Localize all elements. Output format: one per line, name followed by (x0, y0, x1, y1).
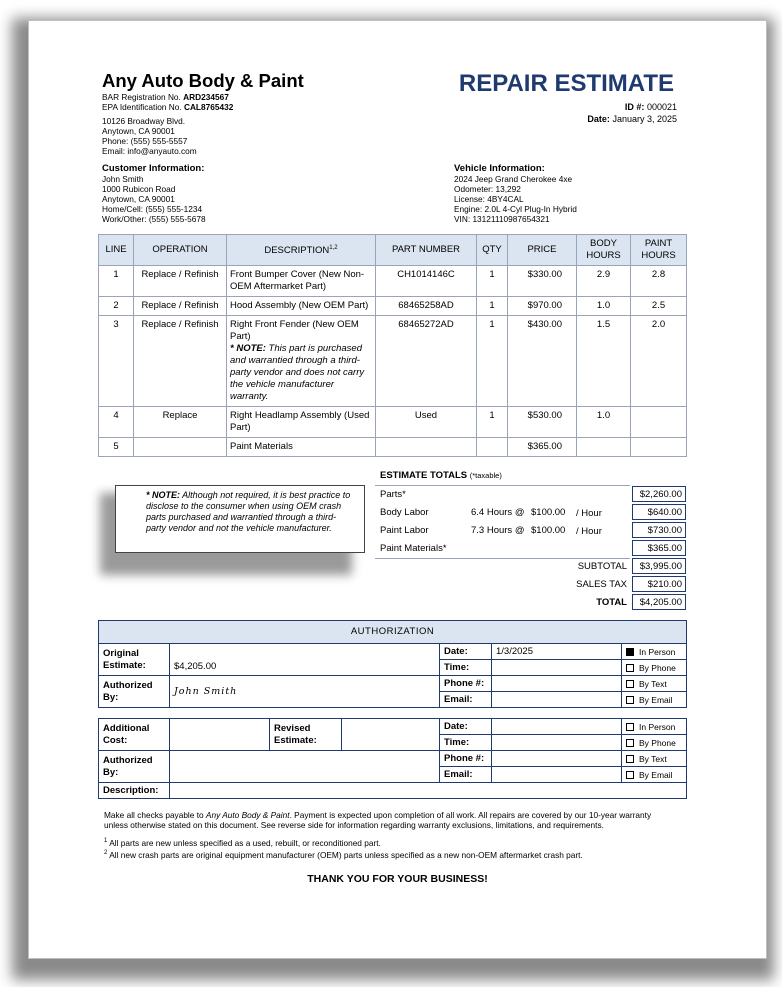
authorized-by-label: Authorized By: (99, 676, 170, 708)
vehicle-line: VIN: 13121110987654321 (454, 214, 550, 224)
totals-title-text: ESTIMATE TOTALS (380, 470, 468, 481)
phone-label: Phone #: (440, 676, 492, 692)
col-price: PRICE (508, 235, 577, 266)
body-labor-hours: 6.4 Hours @ (471, 507, 525, 518)
cell-description-text: Right Front Fender (New OEM Part) (230, 319, 359, 342)
email-field[interactable] (492, 767, 622, 783)
checkbox-icon[interactable] (626, 664, 634, 672)
business-name: Any Auto Body & Paint (102, 70, 304, 91)
cell-line: 1 (99, 266, 134, 297)
cell-body-hours: 1.0 (577, 297, 631, 316)
cell-paint-hours (631, 407, 687, 438)
option-label: In Person (639, 646, 676, 657)
option-by-email[interactable] (622, 767, 687, 783)
cell-qty (477, 438, 508, 457)
option-in-person[interactable] (622, 644, 687, 660)
cell-price: $970.00 (508, 297, 577, 316)
cell-part-number (376, 438, 477, 457)
cell-price: $365.00 (508, 438, 577, 457)
option-label: By Phone (639, 737, 676, 748)
part-note-label: * NOTE: (230, 343, 266, 354)
cell-body-hours: 1.0 (577, 407, 631, 438)
total-amount: $4,205.00 (632, 594, 686, 610)
option-by-text[interactable] (622, 751, 687, 767)
cell-price: $530.00 (508, 407, 577, 438)
col-qty: QTY (477, 235, 508, 266)
cell-body-hours: 1.5 (577, 316, 631, 407)
description-label: Description: (99, 783, 170, 799)
revision-table (98, 718, 687, 799)
option-label: By Text (639, 678, 667, 689)
customer-line: John Smith (102, 174, 144, 184)
col-paint-hours: PAINT HOURS (631, 235, 687, 266)
estimate-page (28, 20, 767, 959)
description-field[interactable] (170, 783, 687, 799)
body-labor-rate: $100.00 (531, 507, 566, 518)
checkbox-icon[interactable] (626, 723, 634, 731)
table-row (99, 316, 687, 407)
option-in-person[interactable] (622, 719, 687, 735)
totals-parts-row (375, 486, 686, 504)
table-row (99, 438, 687, 457)
totals-paint-labor-row (375, 522, 686, 540)
checkbox-icon[interactable] (626, 680, 634, 688)
checkbox-checked-icon[interactable] (626, 648, 634, 656)
table-row (99, 297, 687, 316)
thank-you-message: THANK YOU FOR YOUR BUSINESS! (307, 873, 488, 885)
cell-qty: 1 (477, 266, 508, 297)
customer-label: Customer Information: (102, 163, 205, 174)
materials-amount: $365.00 (632, 540, 686, 556)
cell-operation: Replace / Refinish (134, 297, 227, 316)
option-by-phone[interactable] (622, 660, 687, 676)
additional-cost-label: Additional Cost: (99, 719, 170, 751)
part-note-text: This part is purchased and warrantied through a third-party vendor and does not carry the vehicle manufacturer warranty. (230, 343, 365, 402)
checkbox-icon[interactable] (626, 771, 634, 779)
col-description (227, 235, 376, 266)
cell-body-hours (577, 438, 631, 457)
parts-table (98, 234, 687, 457)
cell-part-number: 68465258AD (376, 297, 477, 316)
email-label: Email: (440, 692, 492, 708)
cell-part-number: 68465272AD (376, 316, 477, 407)
disclosure-note (115, 485, 365, 553)
customer-line: Anytown, CA 90001 (102, 194, 175, 204)
cell-line: 2 (99, 297, 134, 316)
revised-estimate-field[interactable] (342, 719, 440, 751)
authorization-table (98, 620, 687, 708)
authorized-by-label: Authorized By: (99, 751, 170, 783)
cell-description: Paint Materials (227, 438, 376, 457)
option-label: By Text (639, 753, 667, 764)
col-operation: OPERATION (134, 235, 227, 266)
cell-part-number: Used (376, 407, 477, 438)
pay-line2: unless otherwise stated on this document. See reverse side for information regarding warranty exclusions, limitations, and requirements. (104, 820, 604, 830)
id-label: ID #: (624, 102, 645, 112)
col-line: LINE (99, 235, 134, 266)
option-label: By Email (639, 694, 673, 705)
vehicle-label: Vehicle Information: (454, 163, 545, 174)
date-value: January 3, 2025 (612, 114, 677, 124)
epa-label: EPA Identification No. (102, 102, 182, 112)
address-line: 10126 Broadway Blvd. (102, 116, 186, 126)
body-labor-per: / Hour (576, 508, 602, 519)
cell-operation (134, 438, 227, 457)
phone-field[interactable] (492, 676, 622, 692)
table-row (99, 407, 687, 438)
customer-line: 1000 Rubicon Road (102, 184, 176, 194)
footnotes: $^1$ All parts are new unless specified as a used, rebuilt, or reconditioned part. $^2$ All new crash parts are original equipment manufacturer (OEM) parts unless specified as a new non-OEM aftermarket crash part. (104, 837, 583, 860)
vehicle-info (454, 163, 577, 224)
option-label: By Phone (639, 662, 676, 673)
id-value: 000021 (646, 102, 677, 112)
totals-total-row (375, 594, 686, 612)
vehicle-line: Engine: 2.0L 4-Cyl Plug-In Hybrid (454, 204, 577, 214)
subtotal-amount: $3,995.00 (632, 558, 686, 574)
paint-labor-amount: $730.00 (632, 522, 686, 538)
totals-tax-row (375, 576, 686, 594)
original-estimate-label: Original Estimate: (99, 644, 170, 676)
epa-number: CAL8765432 (183, 102, 234, 112)
body-labor-amount: $640.00 (632, 504, 686, 520)
cell-qty: 1 (477, 316, 508, 407)
cell-description: Right Headlamp Assembly (Used Part) (227, 407, 376, 438)
pay-post: . Payment is expected upon completion of all work. All repairs are covered by our 10-year warranty (289, 810, 652, 820)
time-label: Time: (440, 735, 492, 751)
paint-labor-per: / Hour (576, 526, 602, 537)
date-label: Date: (440, 644, 492, 660)
business-phone: Phone: (555) 555-5557 (102, 136, 188, 146)
checkbox-icon[interactable] (626, 696, 634, 704)
vehicle-line: 2024 Jeep Grand Cherokee 4xe (454, 174, 573, 184)
total-label: TOTAL (596, 597, 627, 608)
cell-paint-hours: 2.0 (631, 316, 687, 407)
cell-operation: Replace / Refinish (134, 316, 227, 407)
option-label: In Person (639, 721, 676, 732)
paint-labor-label: Paint Labor (380, 525, 429, 536)
vehicle-line: License: 4BY4CAL (454, 194, 524, 204)
option-by-phone[interactable] (622, 735, 687, 751)
checkbox-icon[interactable] (626, 739, 634, 747)
note-label: * NOTE: (146, 490, 181, 500)
additional-cost-field[interactable] (170, 719, 270, 751)
time-field[interactable] (492, 735, 622, 751)
option-by-text[interactable] (622, 676, 687, 692)
cell-qty: 1 (477, 297, 508, 316)
business-email: Email: info@anyauto.com (102, 146, 197, 156)
revised-estimate-label: Revised Estimate: (270, 719, 342, 751)
signature-field[interactable] (170, 751, 440, 783)
registration-block (102, 92, 233, 112)
totals-materials-row (375, 540, 686, 558)
pay-name: Any Auto Body & Paint (205, 810, 290, 820)
document-title: REPAIR ESTIMATE (458, 70, 674, 97)
cell-price: $430.00 (508, 316, 577, 407)
time-label: Time: (440, 660, 492, 676)
totals-subtotal-row (375, 558, 686, 576)
cell-operation: Replace (134, 407, 227, 438)
cell-paint-hours: 2.5 (631, 297, 687, 316)
bar-number: ARD234567 (183, 92, 229, 102)
phone-field[interactable] (492, 751, 622, 767)
phone-label: Phone #: (440, 751, 492, 767)
col-description-label: DESCRIPTION (264, 245, 330, 257)
address-line: Anytown, CA 90001 (102, 126, 175, 136)
materials-label: Paint Materials* (380, 543, 447, 554)
time-field[interactable] (492, 660, 622, 676)
subtotal-label: SUBTOTAL (577, 561, 627, 572)
date-label: Date: (440, 719, 492, 735)
bar-label: BAR Registration No. (102, 92, 181, 102)
totals-title-note: (*taxable) (469, 471, 502, 480)
tax-label: SALES TAX (576, 579, 627, 590)
payment-terms (104, 810, 651, 830)
customer-line: Work/Other: (555) 555-5678 (102, 214, 206, 224)
tax-amount: $210.00 (632, 576, 686, 592)
paint-labor-hours: 7.3 Hours @ (471, 525, 525, 536)
cell-line: 3 (99, 316, 134, 407)
document-meta (587, 101, 677, 125)
cell-description (227, 316, 376, 407)
business-address (102, 116, 197, 156)
checkbox-icon[interactable] (626, 755, 634, 763)
col-part-number: PART NUMBER (376, 235, 477, 266)
customer-info (102, 163, 206, 224)
paint-labor-rate: $100.00 (531, 525, 566, 536)
customer-line: Home/Cell: (555) 555-1234 (102, 204, 203, 214)
col-description-sup: 1,2 (329, 245, 338, 252)
note-text: Although not required, it is best practice to disclose to the consumer when using OEM crash parts purchased and warrantied through a third-party vendor and not the vehicle manufacturer. (146, 490, 351, 533)
table-row (99, 266, 687, 297)
cell-part-number: CH1014146C (376, 266, 477, 297)
cell-operation: Replace / Refinish (134, 266, 227, 297)
col-body-hours: BODY HOURS (577, 235, 631, 266)
cell-description: Front Bumper Cover (New Non-OEM Aftermarket Part) (227, 266, 376, 297)
cell-paint-hours: 2.8 (631, 266, 687, 297)
cell-line: 4 (99, 407, 134, 438)
footnote-2: All new crash parts are original equipment manufacturer (OEM) parts unless specified as a new non-OEM aftermarket crash part. (107, 849, 583, 860)
parts-label: Parts* (380, 489, 406, 500)
email-label: Email: (440, 767, 492, 783)
totals-title (380, 470, 502, 481)
cell-price: $330.00 (508, 266, 577, 297)
cell-body-hours: 2.9 (577, 266, 631, 297)
option-by-email[interactable] (622, 692, 687, 708)
vehicle-line: Odometer: 13,292 (454, 184, 521, 194)
pay-pre: Make all checks payable to (104, 810, 206, 820)
original-estimate-value[interactable]: $4,205.00 (170, 644, 440, 676)
parts-amount: $2,260.00 (632, 486, 686, 502)
cell-line: 5 (99, 438, 134, 457)
cell-description: Hood Assembly (New OEM Part) (227, 297, 376, 316)
totals-body-labor-row (375, 504, 686, 522)
footnote-1: All parts are new unless specified as a used, rebuilt, or reconditioned part. (107, 837, 381, 848)
option-label: By Email (639, 769, 673, 780)
authorization-header: AUTHORIZATION (99, 621, 687, 644)
date-field[interactable] (492, 719, 622, 735)
email-field[interactable] (492, 692, 622, 708)
body-labor-label: Body Labor (380, 507, 429, 518)
date-label: Date: (587, 114, 610, 124)
signature[interactable]: John Smith (170, 676, 440, 708)
cell-qty: 1 (477, 407, 508, 438)
table-header-row (99, 235, 687, 266)
cell-paint-hours (631, 438, 687, 457)
part-note (230, 343, 372, 403)
date-field[interactable]: 1/3/2025 (492, 644, 622, 660)
